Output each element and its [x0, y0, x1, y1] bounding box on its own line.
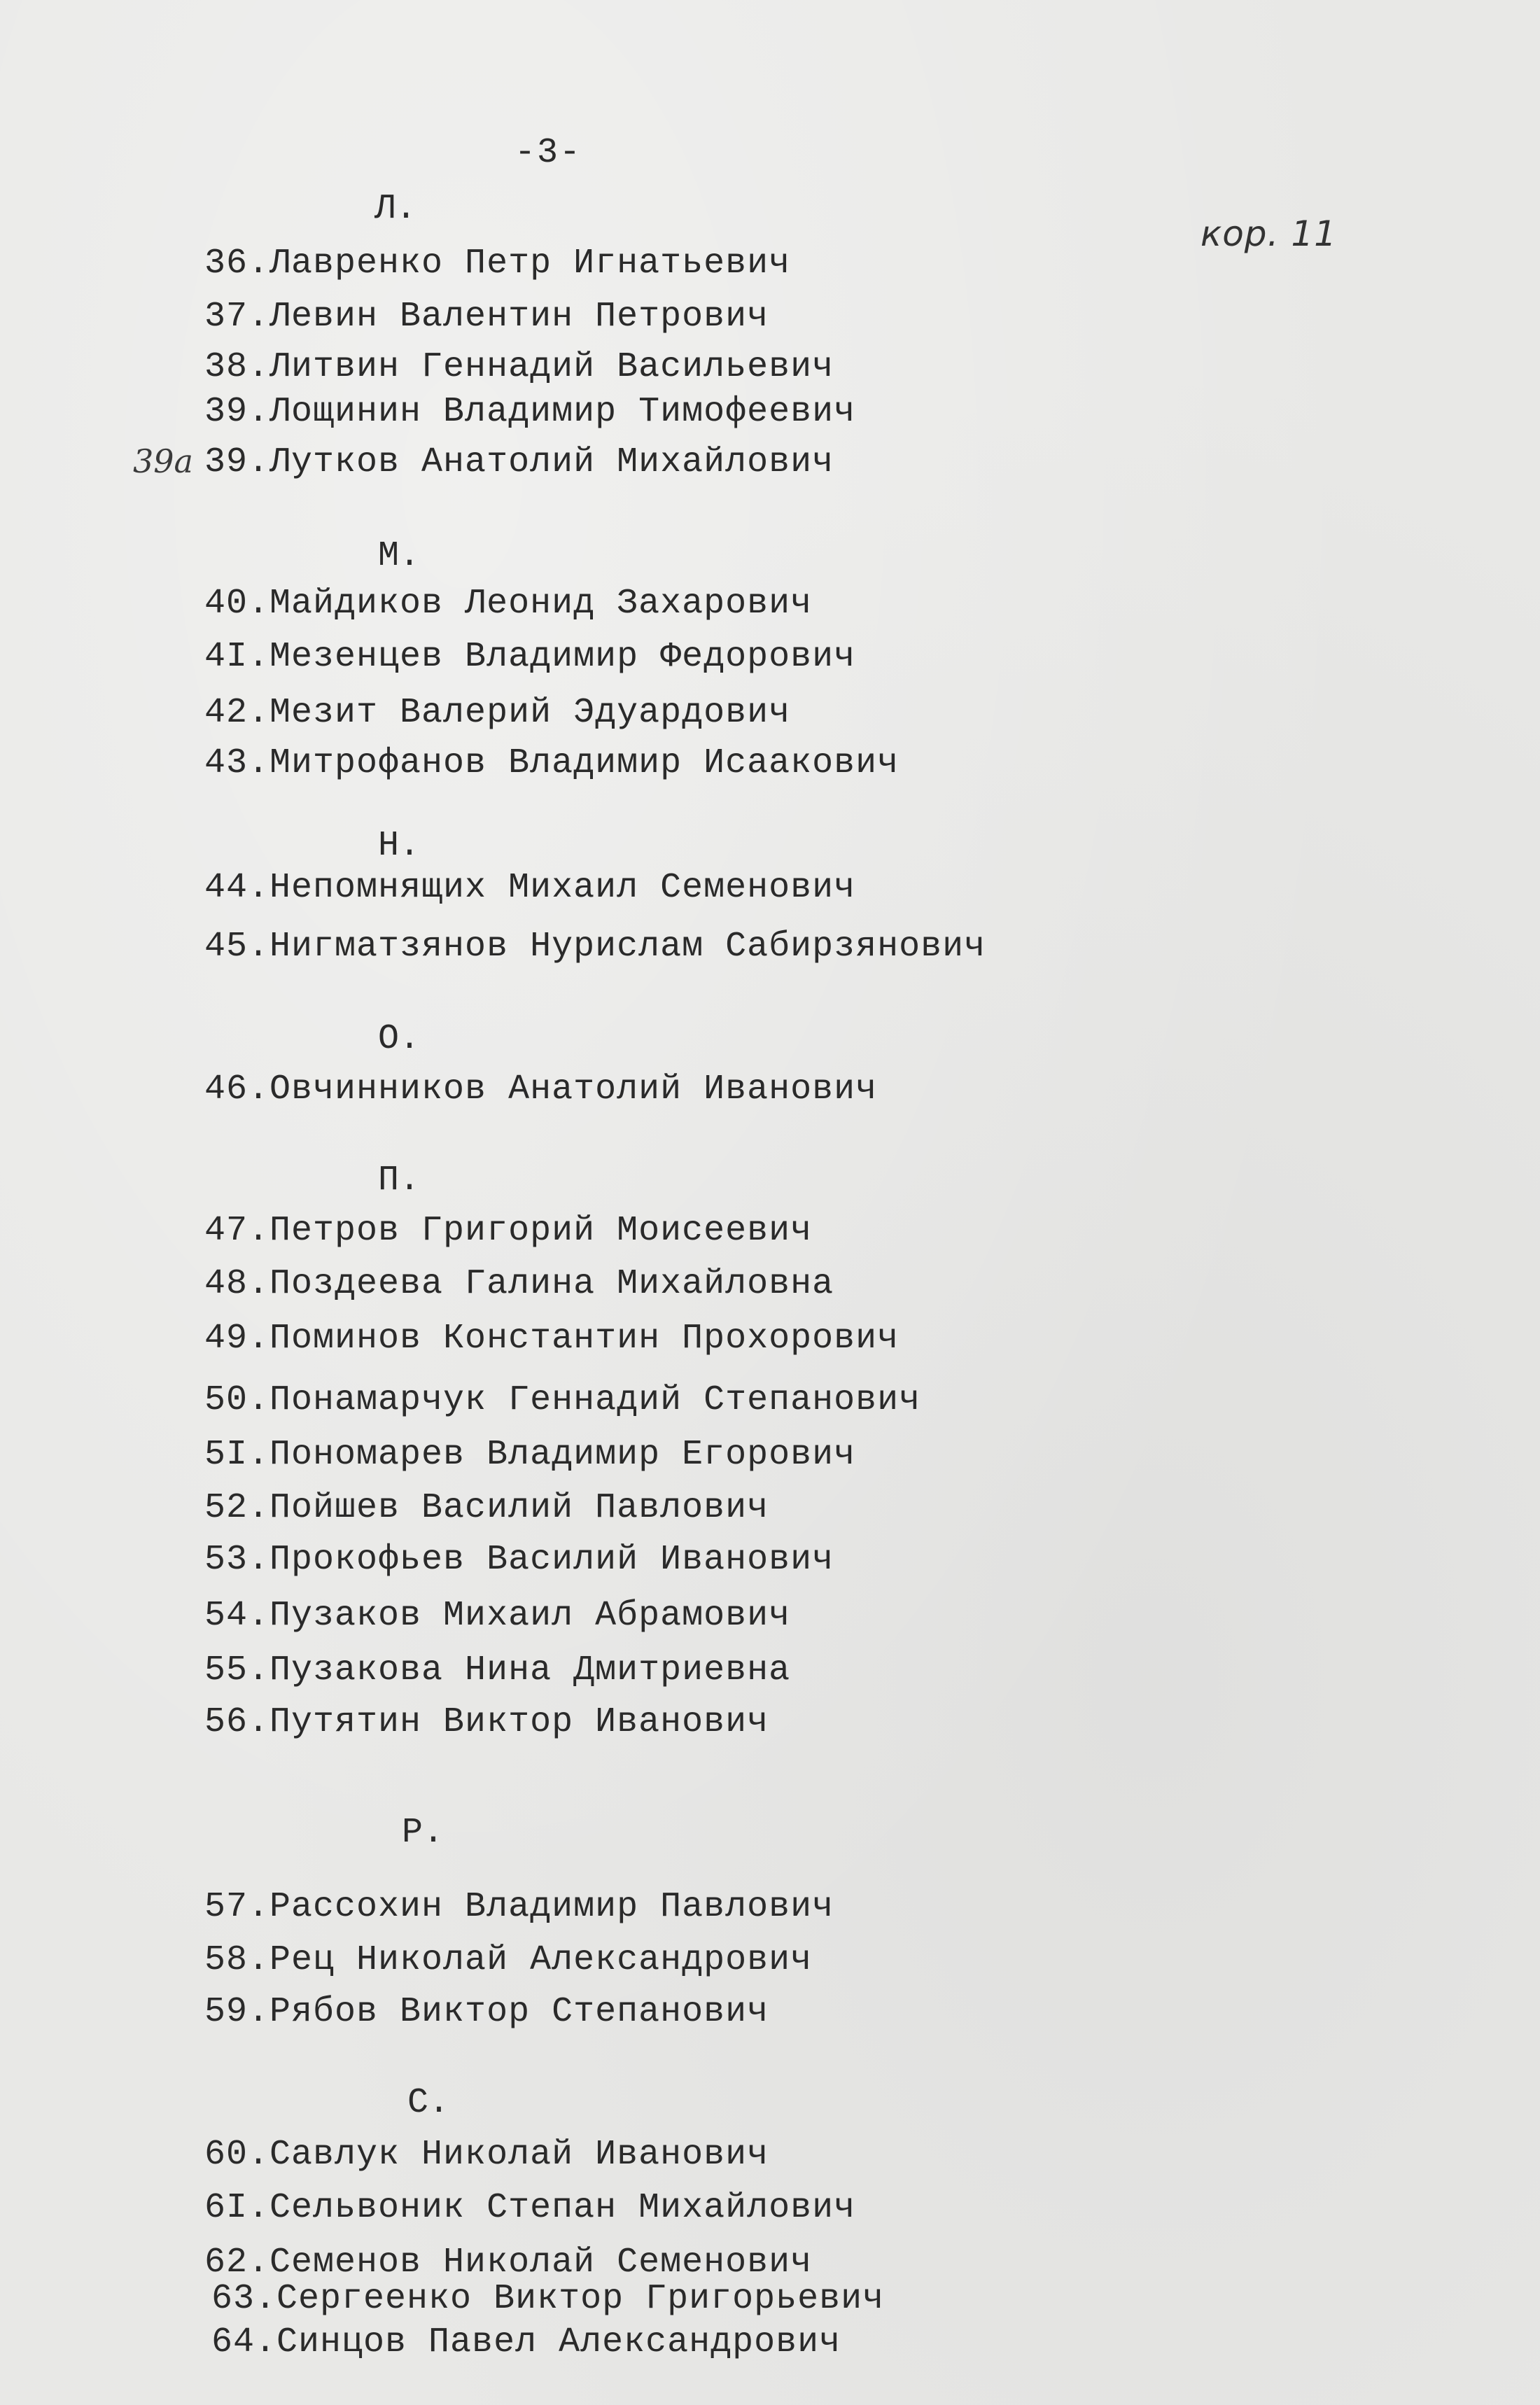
list-item: 62.Семенов Николай Семенович [204, 2243, 813, 2283]
list-item: 56.Путятин Виктор Иванович [204, 1702, 769, 1742]
list-item: 57.Рассохин Владимир Павлович [204, 1887, 834, 1927]
section-letter-s: С. [407, 2083, 450, 2123]
list-item: 48.Поздеева Галина Михайловна [204, 1264, 834, 1304]
handwritten-margin-note: 39а [133, 442, 193, 480]
list-item: 39.Лутков Анатолий Михайлович [204, 442, 834, 482]
list-item: 6I.Сельвоник Степан Михайлович [204, 2188, 856, 2228]
list-item: 40.Майдиков Леонид Захарович [204, 584, 813, 624]
handwritten-box-note: кор. 11 [1200, 213, 1337, 254]
list-item: 59.Рябов Виктор Степанович [204, 1992, 769, 2032]
section-letter-o: О. [378, 1019, 421, 1059]
list-item: 53.Прокофьев Василий Иванович [204, 1540, 834, 1580]
list-item: 46.Овчинников Анатолий Иванович [204, 1070, 878, 1109]
list-item: 63.Сергеенко Виктор Григорьевич [211, 2279, 885, 2319]
list-item: 39.Лощинин Владимир Тимофеевич [204, 392, 856, 432]
list-item: 49.Поминов Константин Прохорович [204, 1319, 899, 1359]
section-letter-p: П. [378, 1161, 421, 1200]
page-number: -3- [514, 133, 582, 173]
list-item: 47.Петров Григорий Моисеевич [204, 1211, 813, 1251]
list-item: 5I.Пономарев Владимир Егорович [204, 1435, 856, 1475]
list-item: 54.Пузаков Михаил Абрамович [204, 1596, 791, 1636]
list-item: 52.Пойшев Василий Павлович [204, 1488, 769, 1528]
list-item: 4I.Мезенцев Владимир Федорович [204, 637, 856, 677]
list-item: 58.Рец Николай Александрович [204, 1940, 813, 1980]
list-item: 45.Нигматзянов Нурислам Сабирзянович [204, 927, 986, 967]
section-letter-n: Н. [378, 826, 421, 866]
section-letter-m: М. [378, 536, 421, 576]
list-item: 37.Левин Валентин Петрович [204, 297, 769, 337]
list-item: 42.Мезит Валерий Эдуардович [204, 693, 791, 733]
list-item: 60.Савлук Николай Иванович [204, 2135, 769, 2175]
section-letter-r: Р. [402, 1813, 444, 1853]
list-item: 50.Понамарчук Геннадий Степанович [204, 1380, 921, 1420]
list-item: 64.Синцов Павел Александрович [211, 2322, 841, 2362]
list-item: 44.Непомнящих Михаил Семенович [204, 868, 856, 908]
section-letter-l: Л. [374, 189, 417, 229]
list-item: 36.Лавренко Петр Игнатьевич [204, 244, 791, 283]
list-item: 55.Пузакова Нина Дмитриевна [204, 1650, 791, 1690]
list-item: 38.Литвин Геннадий Васильевич [204, 347, 834, 387]
list-item: 43.Митрофанов Владимир Исаакович [204, 743, 899, 783]
